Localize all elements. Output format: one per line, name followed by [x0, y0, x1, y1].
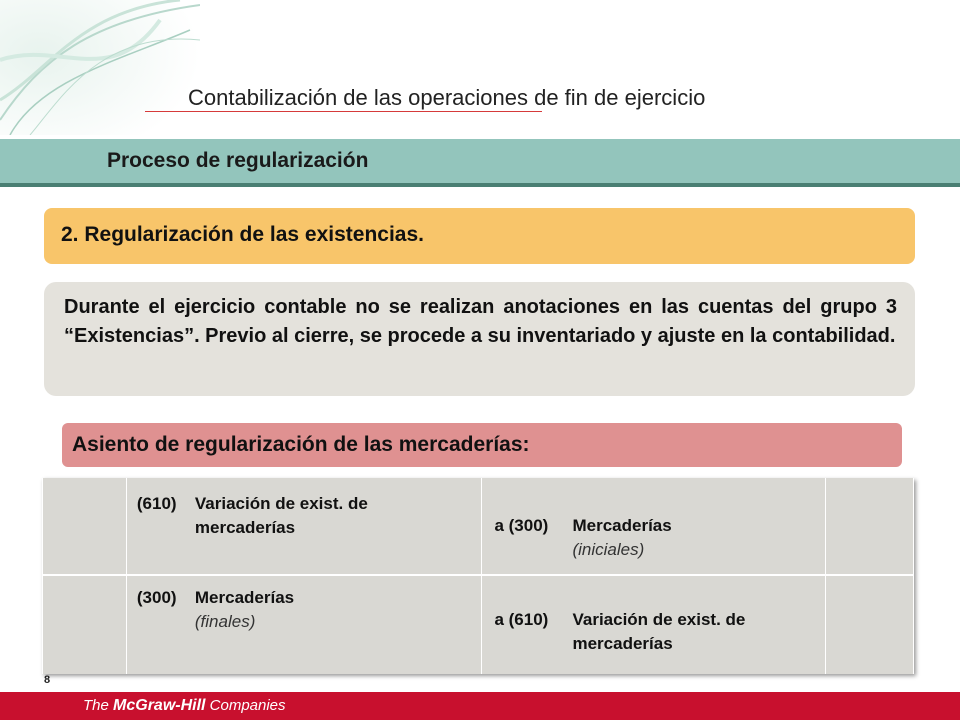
debit-account-cont: mercaderías: [194, 518, 296, 537]
date-cell: [43, 478, 127, 575]
page-title: Contabilización de las operaciones de fin de ejercicio: [188, 85, 706, 110]
section-title: Proceso de regularización: [107, 149, 369, 172]
brand-prefix: The: [83, 697, 114, 714]
amount-cell: [826, 478, 914, 575]
journal-entry-table: [42, 478, 914, 674]
credit-account: Variación de exist. de: [572, 610, 746, 629]
brand-suffix: Companies: [205, 697, 286, 714]
paragraph-text: Durante el ejercicio contable no se realizan anotaciones en las cuentas del grupo 3 “Existencias”. Previo al cierre, se procede a su inventariado y ajuste en la contabilidad.: [64, 296, 897, 347]
debit-account: Variación de exist. de: [194, 494, 368, 513]
decorative-swirl-graphic: [0, 0, 200, 135]
credit-code: a (610): [494, 610, 549, 629]
debit-cell: [126, 478, 482, 575]
credit-account-cont: mercaderías: [572, 634, 673, 653]
debit-code: (610): [136, 494, 177, 513]
debit-cell: [126, 575, 482, 674]
credit-cell: [482, 478, 826, 575]
section-banner: [0, 139, 960, 187]
paragraph-box: [44, 282, 915, 396]
subheading-box: [62, 423, 902, 467]
heading-box: [44, 208, 915, 264]
title-underline: [145, 111, 542, 112]
credit-code: a (300): [494, 516, 549, 535]
debit-code: (300): [136, 588, 177, 607]
heading-text: 2. Regularización de las existencias.: [61, 223, 424, 246]
table-row: [43, 478, 914, 575]
subheading-text: Asiento de regularización de las mercaderías:: [72, 433, 530, 456]
credit-cell: [482, 575, 826, 674]
credit-account: Mercaderías: [572, 516, 672, 535]
publisher-logo: [83, 697, 286, 715]
debit-account-note: (finales): [194, 612, 256, 631]
amount-cell: [826, 575, 914, 674]
debit-account: Mercaderías: [194, 588, 295, 607]
credit-account-note: (iniciales): [572, 540, 645, 559]
footer-bar: [0, 692, 960, 720]
page-number: 8: [44, 674, 51, 686]
table-row: [43, 575, 914, 674]
date-cell: [43, 575, 127, 674]
brand-name: McGraw-Hill: [113, 697, 206, 714]
